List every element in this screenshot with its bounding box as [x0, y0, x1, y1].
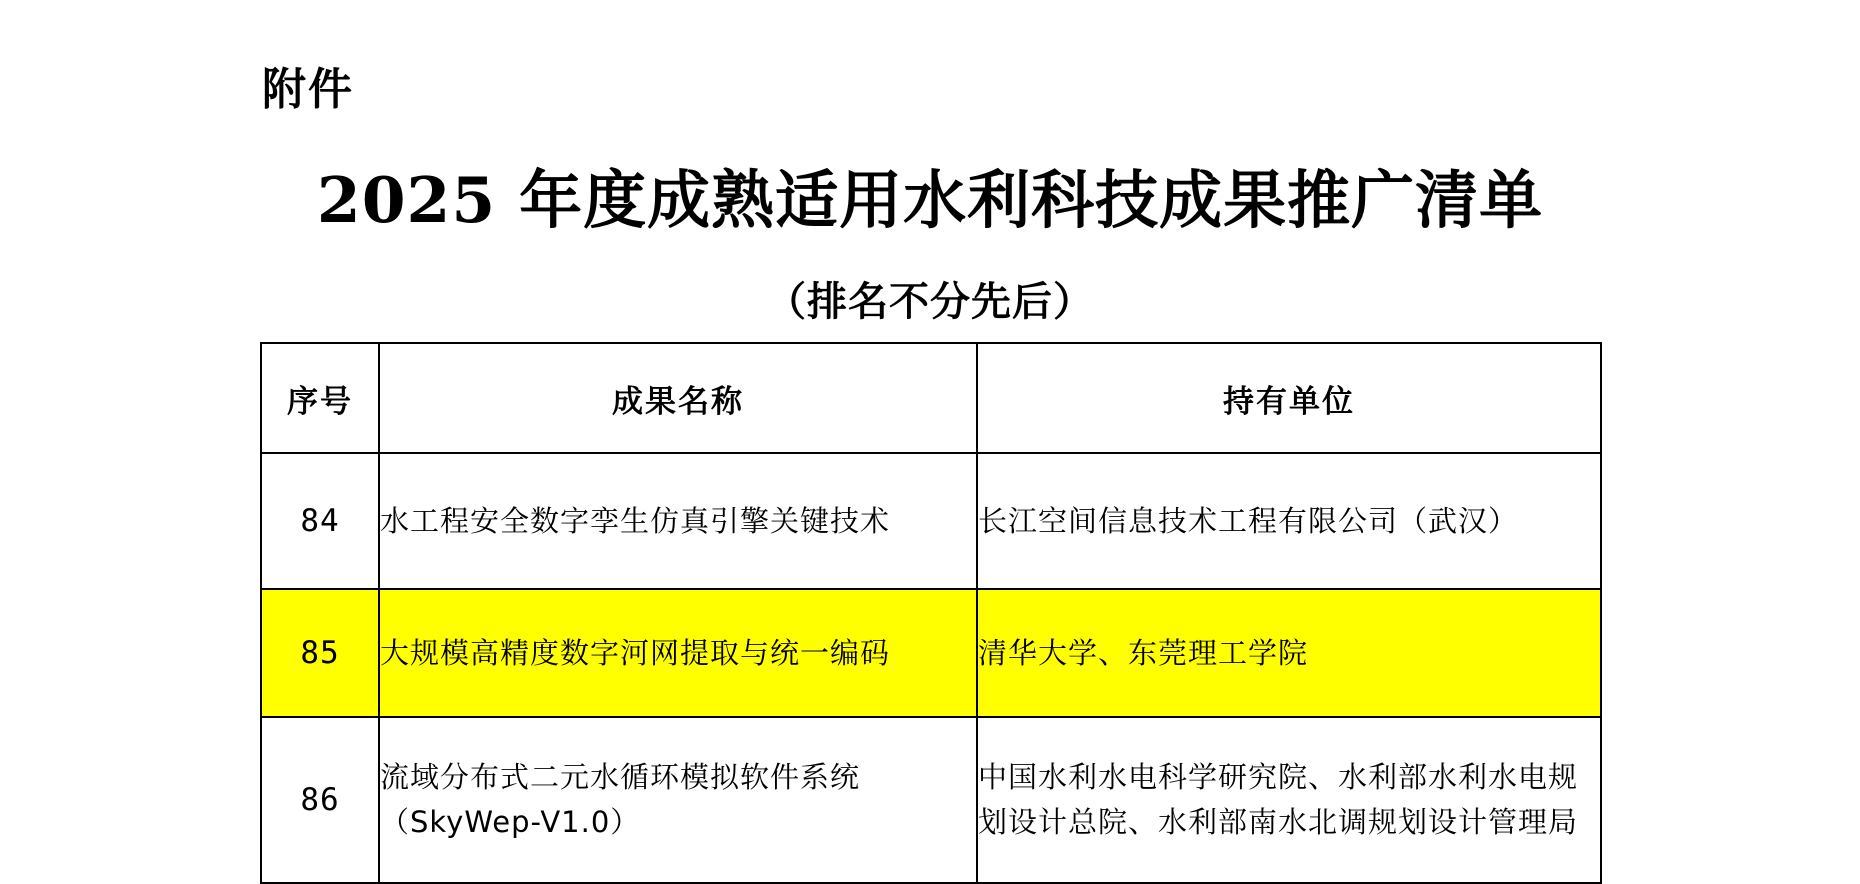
cell-org: 中国水利水电科学研究院、水利部水利水电规划设计总院、水利部南水北调规划设计管理局: [977, 717, 1601, 883]
cell-name: 流域分布式二元水循环模拟软件系统（SkyWep-V1.0）: [379, 717, 977, 883]
cell-org: 清华大学、东莞理工学院: [977, 589, 1601, 717]
table-row: [261, 717, 1601, 883]
attachment-label: 附件: [262, 64, 354, 115]
page-subtitle: （排名不分先后）: [766, 278, 1094, 325]
results-table: [260, 342, 1602, 884]
cell-name: 大规模高精度数字河网提取与统一编码: [379, 589, 977, 717]
cell-index: 85: [261, 589, 379, 717]
column-header-name: 成果名称: [379, 343, 977, 453]
column-header-index: 序号: [261, 343, 379, 453]
results-table-container: [260, 342, 1600, 884]
page-title: 2025 年度成熟适用水利科技成果推广清单: [316, 163, 1544, 237]
table-row: [261, 453, 1601, 589]
cell-name: 水工程安全数字孪生仿真引擎关键技术: [379, 453, 977, 589]
cell-index: 86: [261, 717, 379, 883]
column-header-org: 持有单位: [977, 343, 1601, 453]
table-row-highlighted: [261, 589, 1601, 717]
cell-org: 长江空间信息技术工程有限公司（武汉）: [977, 453, 1601, 589]
table-header-row: [261, 343, 1601, 453]
cell-index: 84: [261, 453, 379, 589]
